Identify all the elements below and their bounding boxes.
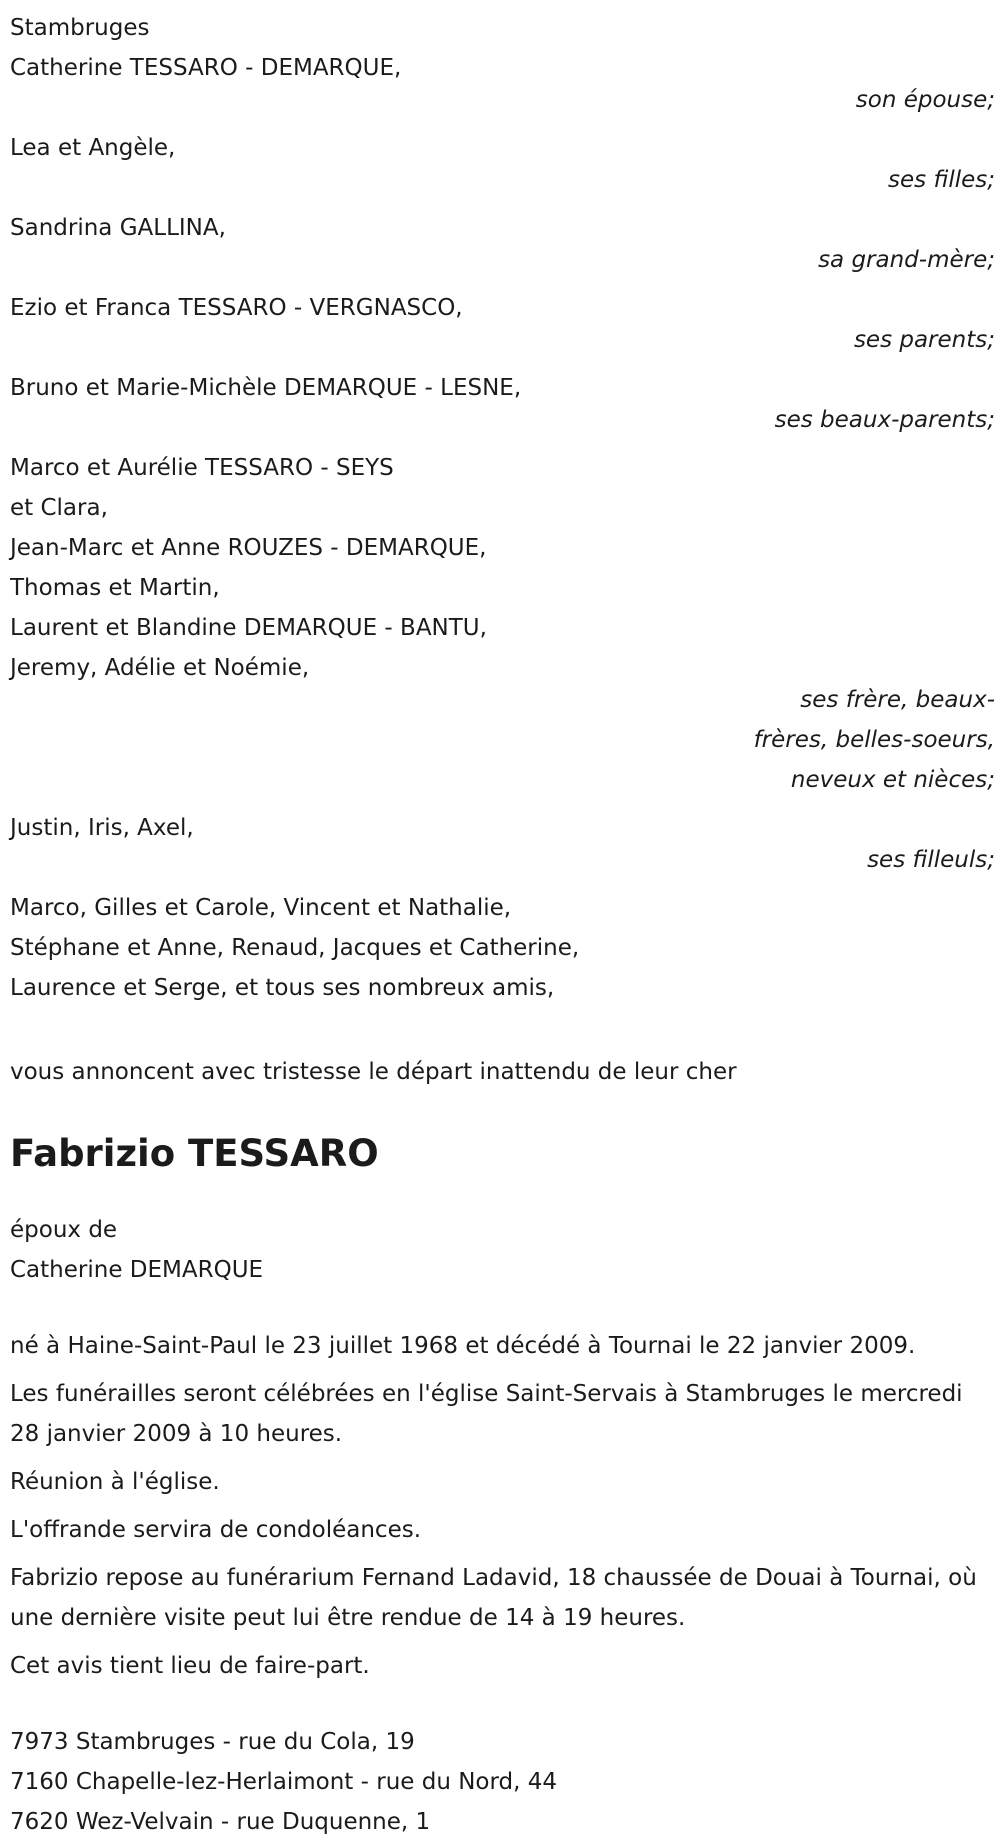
family-group xyxy=(10,48,995,120)
detail-paragraph: L'offrande servira de condoléances. xyxy=(10,1517,422,1543)
family-names: Laurent et Blandine DEMARQUE - BANTU, xyxy=(10,615,487,641)
family-list xyxy=(10,48,995,1008)
detail-paragraph: Fabrizio repose au funérarium Fernand Ladavid, 18 chaussée de Douai à Tournai, où une dernière visite peut lui être rendue de 14 à 19 heures. xyxy=(10,1565,977,1631)
family-group xyxy=(10,368,995,440)
family-names: Sandrina GALLINA, xyxy=(10,215,226,241)
family-group xyxy=(10,128,995,200)
family-role: ses parents; xyxy=(853,327,995,353)
family-names: Bruno et Marie-Michèle DEMARQUE - LESNE, xyxy=(10,375,522,401)
detail-paragraph: né à Haine-Saint-Paul le 23 juillet 1968 et décédé à Tournai le 22 janvier 2009. xyxy=(10,1333,916,1359)
family-names: Marco, Gilles et Carole, Vincent et Nathalie, xyxy=(10,895,512,921)
family-names: Jean-Marc et Anne ROUZES - DEMARQUE, xyxy=(10,535,487,561)
family-group xyxy=(10,888,995,1008)
detail-paragraph: Les funérailles seront célébrées en l'église Saint-Servais à Stambruges le mercredi 28 janvier 2009 à 10 heures. xyxy=(10,1381,963,1447)
detail-paragraph: Cet avis tient lieu de faire-part. xyxy=(10,1653,370,1679)
family-role: ses filleuls; xyxy=(867,847,995,873)
family-names: Laurence et Serge, et tous ses nombreux amis, xyxy=(10,975,555,1001)
spouse-name: Catherine DEMARQUE xyxy=(10,1257,264,1283)
family-names: Jeremy, Adélie et Noémie, xyxy=(10,655,310,681)
family-role: ses filles; xyxy=(888,167,995,193)
family-names: et Clara, xyxy=(10,495,108,521)
family-role: son épouse; xyxy=(855,87,995,113)
family-names: Thomas et Martin, xyxy=(10,575,220,601)
obituary-content xyxy=(10,8,995,1842)
announcement: vous annoncent avec tristesse le départ inattendu de leur cher xyxy=(10,1059,737,1085)
addresses xyxy=(10,1722,995,1842)
family-role: sa grand-mère; xyxy=(818,247,995,273)
family-group xyxy=(10,208,995,280)
header-location: Stambruges xyxy=(10,15,150,41)
family-group xyxy=(10,288,995,360)
family-names: Catherine TESSARO - DEMARQUE, xyxy=(10,55,402,81)
family-group xyxy=(10,448,995,800)
address-line: 7973 Stambruges - rue du Cola, 19 xyxy=(10,1729,415,1755)
family-group xyxy=(10,808,995,880)
family-role: ses frère, beaux-frères, belles-soeurs, neveux et nièces; xyxy=(753,687,995,793)
deceased-name: Fabrizio TESSARO xyxy=(10,1132,379,1175)
family-names: Justin, Iris, Axel, xyxy=(10,815,194,841)
address-line: 7620 Wez-Velvain - rue Duquenne, 1 xyxy=(10,1809,431,1835)
family-role: ses beaux-parents; xyxy=(774,407,995,433)
details xyxy=(10,1326,995,1686)
family-names: Stéphane et Anne, Renaud, Jacques et Catherine, xyxy=(10,935,580,961)
address-line: 7160 Chapelle-lez-Herlaimont - rue du Nord, 44 xyxy=(10,1769,558,1795)
detail-paragraph: Réunion à l'église. xyxy=(10,1469,220,1495)
family-names: Ezio et Franca TESSARO - VERGNASCO, xyxy=(10,295,463,321)
family-names: Marco et Aurélie TESSARO - SEYS xyxy=(10,455,394,481)
family-names: Lea et Angèle, xyxy=(10,135,176,161)
spouse-label: époux de xyxy=(10,1217,118,1243)
